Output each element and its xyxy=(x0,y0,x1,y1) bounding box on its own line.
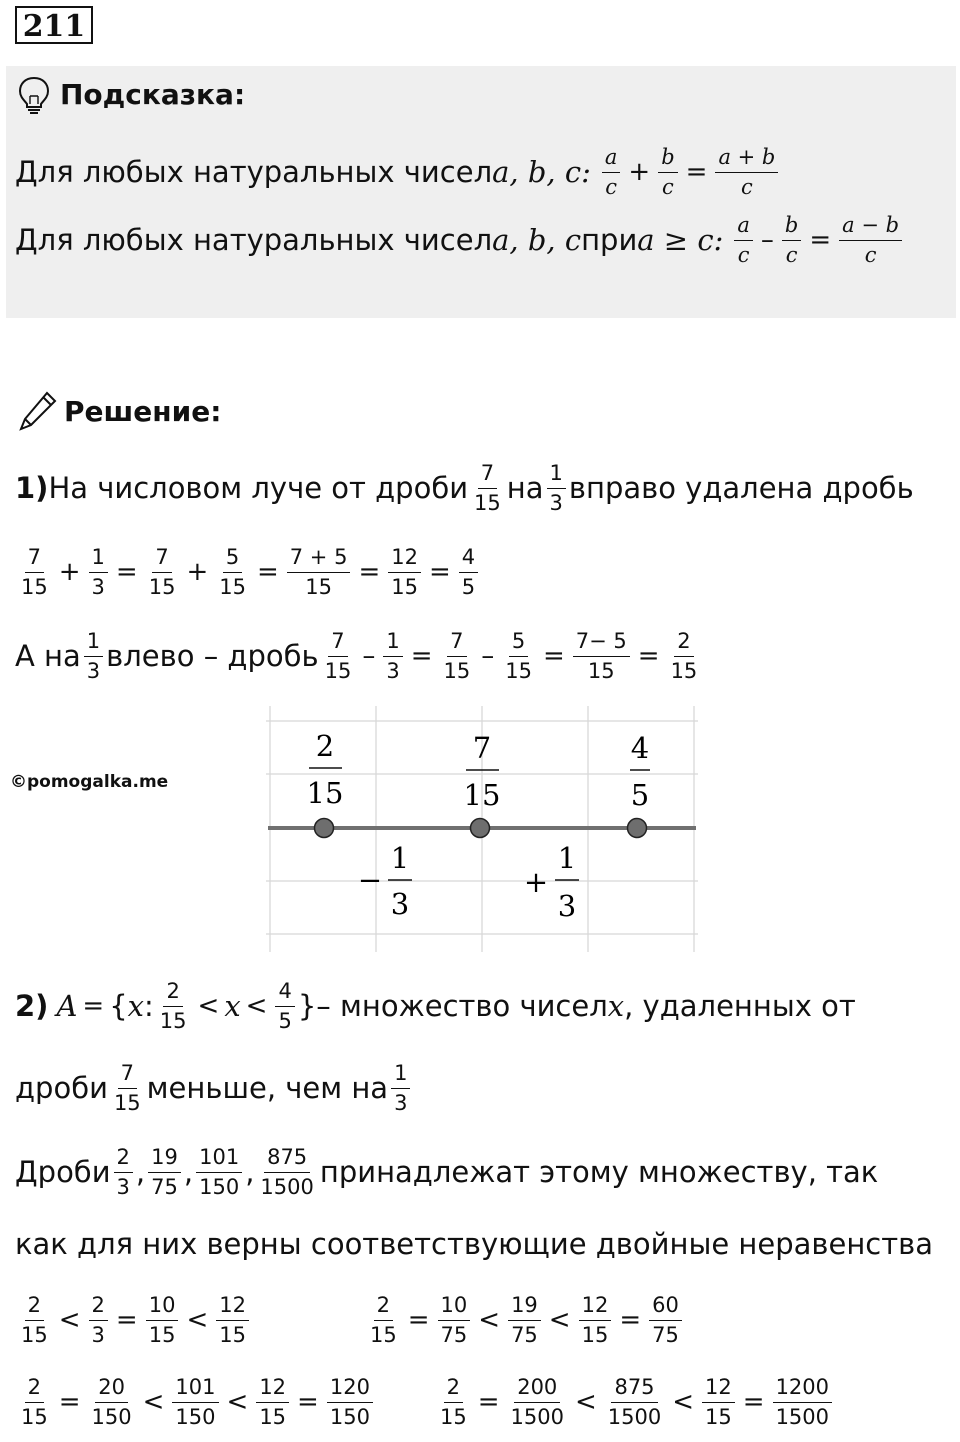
diff-equation: А на $\frac{1}{3}$ влево – дробь $\frac{7}{15}$ – $\frac{1}{3}$ = $\frac{7}{15}$ – $\frac{5}{15}$ = $\frac{7- 5}{15}$ = $\frac{2}{15}$ xyxy=(15,629,698,683)
point-4-5 xyxy=(628,819,647,838)
svg-text:+: + xyxy=(523,865,549,899)
svg-text:7: 7 xyxy=(472,731,492,765)
inequality-101-150: $\frac{2}{15}$ = $\frac{20}{150}$ < $\frac{101}{150}$ < $\frac{12}{15}$ = $\frac{120}{150}$ xyxy=(15,1362,376,1442)
inequality-19-75: $\frac{2}{15}$ = $\frac{10}{75}$ < $\frac{19}{75}$ < $\frac{12}{15}$ = $\frac{60}{75}$ xyxy=(364,1280,685,1360)
number-line-figure xyxy=(266,706,698,952)
svg-text:15: 15 xyxy=(306,776,344,810)
part2-line-2: дроби $\frac{7}{15}$ меньше, чем на $\frac{1}{3}$ xyxy=(15,1048,413,1128)
svg-text:3: 3 xyxy=(390,887,410,921)
svg-text:−: − xyxy=(357,863,383,897)
hint-line-2: Для любых натуральных чисел a, b, c при a ≥ c: $\frac{a}{c}$ – $\frac{b}{c}$ = $\frac{a - b}{c}$ xyxy=(15,200,905,280)
svg-text:3: 3 xyxy=(557,889,577,923)
sum-equation: $\frac{7}{15}$ + $\frac{1}{3}$ = $\frac{7}{15}$ + $\frac{5}{15}$ = $\frac{7 + 5}{15}$ = $\frac{12}{15}$ = $\frac{4}{5}$ xyxy=(15,532,481,612)
inequality-2-3: $\frac{2}{15}$ < $\frac{2}{3}$ = $\frac{10}{15}$ < $\frac{12}{15}$ xyxy=(15,1280,252,1360)
svg-text:4: 4 xyxy=(630,731,650,765)
svg-text:2: 2 xyxy=(315,729,335,763)
label-4-5 xyxy=(630,731,650,812)
point-2-15 xyxy=(315,819,334,838)
svg-text:15: 15 xyxy=(463,778,501,812)
watermark: ©pomogalka.me xyxy=(10,772,169,792)
part1-line: 1) На числовом луче от дроби $\frac{7}{15}$ на $\frac{1}{3}$ вправо удалена дробь xyxy=(15,461,914,515)
svg-text:1: 1 xyxy=(390,841,410,875)
point-7-15 xyxy=(471,819,490,838)
step-plus-one-third xyxy=(524,841,579,923)
task-number: 211 xyxy=(15,6,93,44)
svg-text:1: 1 xyxy=(557,841,577,875)
solution-title: Решение: xyxy=(64,395,222,428)
hint-line-1: Для любых натуральных чисел a, b, c: $\frac{a}{c}$ + $\frac{b}{c}$ = $\frac{a + b}{c}$ xyxy=(15,132,781,212)
label-2-15 xyxy=(307,729,344,810)
lightbulb-icon xyxy=(17,76,51,114)
pencil-icon xyxy=(18,390,58,432)
part2-line-1: 2) A = { x : $\frac{2}{15}$ < x < $\frac{4}{5}$ } – множество чисел x , удаленных от xyxy=(15,979,856,1033)
inequality-875-1500: $\frac{2}{15}$ = $\frac{200}{1500}$ < $\frac{875}{1500}$ < $\frac{12}{15}$ = $\frac{1200}{1500}$ xyxy=(434,1362,835,1442)
svg-text:5: 5 xyxy=(630,778,650,812)
hint-title: Подсказка: xyxy=(60,78,246,111)
part4-line: как для них верны соответствующие двойные неравенства xyxy=(15,1227,933,1261)
part3-line: Дроби $\frac{2}{3}$ , $\frac{19}{75}$ , $\frac{101}{150}$ , $\frac{875}{1500}$ принадлежат этому множеству, так xyxy=(15,1145,879,1199)
